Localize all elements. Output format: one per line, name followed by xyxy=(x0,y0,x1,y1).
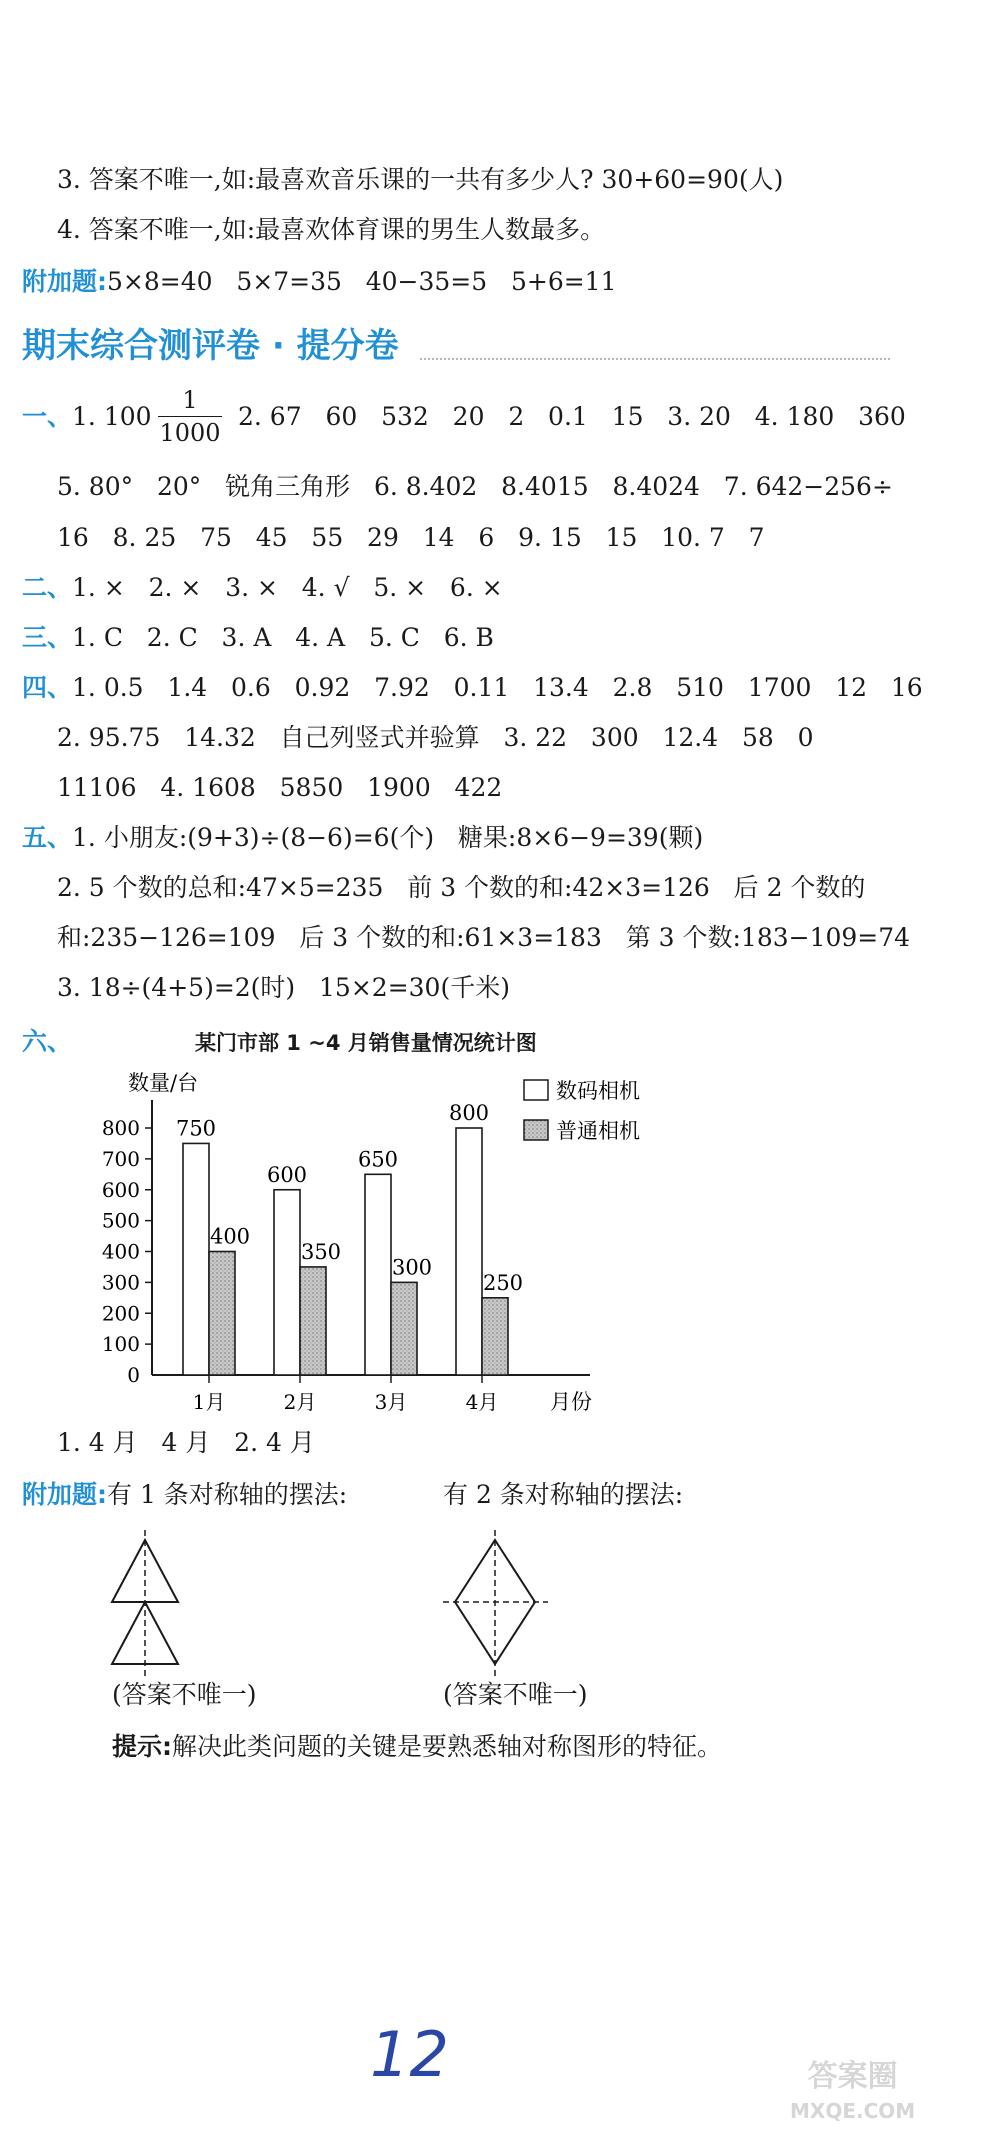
section-title: 期末综合测评卷 · 提分卷 xyxy=(22,326,399,366)
part6-answer: 1. 4 月 4 月 2. 4 月 xyxy=(57,1428,315,1457)
bar-digital-camera xyxy=(456,1128,482,1375)
bonus2-label: 附加题: xyxy=(22,1480,107,1509)
y-tick-label: 100 xyxy=(101,1332,140,1357)
legend-label: 数码相机 xyxy=(556,1079,640,1103)
part4-l2: 2. 95.75 14.32 自己列竖式并验算 3. 22 300 12.4 58 0 xyxy=(57,723,814,752)
bar-normal-camera xyxy=(482,1298,508,1375)
hint-text: 解决此类问题的关键是要熟悉轴对称图形的特征。 xyxy=(172,1732,723,1761)
bar-value-label: 600 xyxy=(266,1162,308,1187)
watermark-logo xyxy=(790,2060,915,2128)
bar-digital-camera xyxy=(365,1174,391,1375)
heading-divider xyxy=(420,358,890,360)
bar-chart xyxy=(0,1060,1000,1440)
answer-note-2: (答案不唯一) xyxy=(443,1680,588,1709)
bar-normal-camera xyxy=(300,1267,326,1375)
y-tick-label: 800 xyxy=(101,1116,140,1140)
y-tick-label: 300 xyxy=(101,1270,140,1295)
fraction-numerator: 1 xyxy=(182,386,198,414)
part4-l3: 11106 4. 1608 5850 1900 422 xyxy=(57,773,503,802)
y-axis-label: 数量/台 xyxy=(128,1071,199,1095)
part4-label: 四、 xyxy=(22,673,73,702)
x-tick-label: 1月 xyxy=(192,1390,226,1414)
bar-value-label: 350 xyxy=(300,1239,342,1264)
bar-value-label: 400 xyxy=(209,1224,251,1249)
part5-l4: 3. 18÷(4+5)=2(时) 15×2=30(千米) xyxy=(57,973,510,1002)
part2-line xyxy=(22,571,503,605)
bar-value-label: 300 xyxy=(391,1255,433,1280)
bonus-text: 5×8=40 5×7=35 40−35=5 5+6=11 xyxy=(107,267,617,296)
bar-normal-camera xyxy=(209,1252,235,1376)
y-tick-label: 400 xyxy=(101,1239,140,1264)
part3-line xyxy=(22,621,494,655)
legend-swatch xyxy=(524,1120,548,1140)
fraction-denominator: 1000 xyxy=(159,419,221,447)
chart-title: 某门市部 1 ~4 月销售量情况统计图 xyxy=(195,1031,537,1055)
y-tick-label: 700 xyxy=(101,1146,140,1171)
part6-label: 六、 xyxy=(22,1027,73,1056)
prev-answer-3: 3. 答案不唯一,如:最喜欢音乐课的一共有多少人? 30+60=90(人) xyxy=(57,165,784,194)
hint xyxy=(112,1730,722,1764)
part1-line1a xyxy=(22,400,152,434)
fraction xyxy=(158,386,222,447)
x-tick-label: 2月 xyxy=(283,1390,317,1414)
bonus2-two-axis: 有 2 条对称轴的摆法: xyxy=(443,1480,684,1509)
bar-value-label: 800 xyxy=(448,1101,490,1125)
part5-l2: 2. 5 个数的总和:47×5=235 前 3 个数的和:42×3=126 后 2 个数的 xyxy=(57,873,866,902)
part5-l1: 1. 小朋友:(9+3)÷(8−6)=6(个) 糖果:8×6−9=39(颗) xyxy=(72,823,704,852)
bar-digital-camera xyxy=(274,1190,300,1375)
prev-bonus xyxy=(22,265,617,299)
y-tick-label: 200 xyxy=(101,1301,140,1326)
part3-label: 三、 xyxy=(22,623,73,652)
bonus-label: 附加题: xyxy=(22,267,107,296)
part1-label: 一、 xyxy=(22,402,73,431)
bonus2-one-axis-text: 有 1 条对称轴的摆法: xyxy=(107,1480,348,1509)
part2-label: 二、 xyxy=(22,573,73,602)
watermark-line1: 答案圈 xyxy=(807,2059,898,2094)
part1-l3: 16 8. 25 75 45 55 29 14 6 9. 15 15 10. 7 7 xyxy=(57,523,765,552)
part2-text: 1. × 2. × 3. × 4. √ 5. × 6. × xyxy=(72,573,503,602)
y-tick-label: 600 xyxy=(101,1177,140,1202)
part3-text: 1. C 2. C 3. A 4. A 5. C 6. B xyxy=(72,623,494,652)
bar-value-label: 250 xyxy=(482,1270,524,1295)
answer-note-1: (答案不唯一) xyxy=(112,1680,257,1709)
part4-l1: 1. 0.5 1.4 0.6 0.92 7.92 0.11 13.4 2.8 510 1700 12 16 xyxy=(72,673,923,702)
part1-l2: 5. 80° 20° 锐角三角形 6. 8.402 8.4015 8.4024 7. 642−256÷ xyxy=(57,472,893,501)
fraction-bar xyxy=(158,416,222,417)
bar-normal-camera xyxy=(391,1282,417,1375)
part4-line1 xyxy=(22,671,923,705)
bar-value-label: 650 xyxy=(357,1147,399,1172)
bonus2-one-axis xyxy=(22,1478,347,1512)
part5-l3: 和:235−126=109 后 3 个数的和:61×3=183 第 3 个数:183−109=74 xyxy=(57,923,911,952)
part5-line1 xyxy=(22,821,703,855)
part1-l1a: 1. 100 xyxy=(72,402,152,431)
watermark-line2: MXQE.COM xyxy=(790,2099,916,2123)
y-tick-label: 0 xyxy=(127,1363,140,1387)
hint-label: 提示: xyxy=(112,1732,172,1761)
bar-digital-camera xyxy=(183,1143,209,1375)
part1-l1b: 2. 67 60 532 20 2 0.1 15 3. 20 4. 180 360 xyxy=(238,402,906,431)
x-tick-label: 3月 xyxy=(374,1390,408,1414)
page-number: 12 xyxy=(370,2018,449,2091)
x-axis-label: 月份 xyxy=(550,1390,592,1414)
y-tick-label: 500 xyxy=(101,1208,140,1233)
legend-label: 普通相机 xyxy=(556,1119,640,1143)
legend-swatch xyxy=(524,1080,548,1100)
part5-label: 五、 xyxy=(22,823,73,852)
x-tick-label: 4月 xyxy=(465,1390,499,1414)
prev-answer-4: 4. 答案不唯一,如:最喜欢体育课的男生人数最多。 xyxy=(57,215,606,244)
bar-value-label: 750 xyxy=(175,1116,217,1141)
